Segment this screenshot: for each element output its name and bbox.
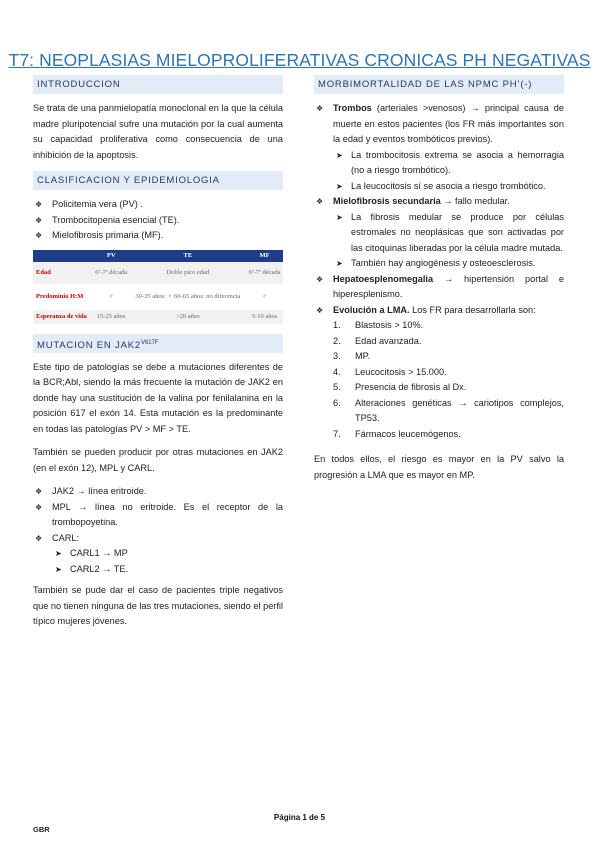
- jak2-paragraph-3: También se pude dar el caso de pacientes triple negativos que no tienen ninguna de las tres mutaciones, siendo el perfil típico mujeres jóvenes.: [33, 585, 283, 626]
- list-item: ➤ CARL1 → MP: [52, 546, 283, 562]
- page-number: Página 1 de 5: [273, 813, 326, 822]
- classification-list: [33, 197, 283, 244]
- section-heading-clasificacion: CLASIFICACION Y EPIDEMIOLOGIA: [33, 171, 283, 190]
- page-title: T7: NEOPLASIAS MIELOPROLIFERATIVAS CRONICAS PH NEGATIVAS: [8, 50, 591, 70]
- diamond-bullet-icon: ❖: [316, 305, 324, 315]
- diamond-bullet-icon: ❖: [316, 104, 324, 113]
- diamond-bullet-icon: ❖: [35, 215, 43, 225]
- trombos-sublist: [333, 148, 564, 195]
- jak2-paragraph-2: También se pueden producir por otras mutaciones en JAK2 (en el exón 12), MPL y CARL.: [33, 447, 283, 473]
- mutation-list: [33, 484, 283, 577]
- list-item: 2. Edad avanzada.: [333, 335, 422, 346]
- list-item: ➤ CARL2 → TE.: [52, 562, 283, 578]
- list-item-lma: ❖ Evolución a LMA. Los FR para desarrollarla son: 1. Blastosis > 10%. 2. Edad avanzada. 3. MP. 4. Leucocitosis > 15.000. 5. Presencia de fibrosis al Dx. 6. Alteraciones genéticas → cariotipos complejos, TP53. 7. Fármacos leucemógenos.: [314, 303, 564, 443]
- section-heading-jak2: MUTACION EN $JAK2^{V617F}$: [33, 334, 283, 353]
- diamond-bullet-icon: ❖: [316, 274, 324, 284]
- list-item: ❖ Policitemia vera (PV) .: [33, 197, 283, 213]
- morbidity-list: [314, 101, 564, 442]
- list-item: ❖ Trombocitopenia esencial (TE).: [33, 213, 283, 229]
- arrowhead-bullet-icon: ➤: [336, 150, 343, 160]
- list-item: ➤ La fibrosis medular se produce por células estromales no neoplásicas que son activadas por las citoquinas liberadas por la célula madre mutada.: [336, 211, 564, 253]
- arrowhead-bullet-icon: ➤: [55, 564, 62, 574]
- jak2-paragraph-1: Este tipo de patologías se debe a mutaciones diferentes de la BCR;Abl, siendo la más frecuente la mutación de JAK2 en donde hay una sustitución de la valina por fenilalanina en la posición 617 el exón 14. Esta mutación es la predominante en todas las patologías PV > MF > TE.: [33, 361, 283, 434]
- diamond-bullet-icon: ❖: [35, 502, 43, 512]
- list-item-mielofibrosis: ❖ Mielofibrosis secundaria → fallo medular. ➤ La fibrosis medular se produce por células estromales no neoplásicas que son activadas por las citoquinas liberadas por la célula madre mutada. ➤ También hay angiogénesis y osteoesclerosis.: [314, 194, 564, 272]
- section-heading-introduccion: INTRODUCCION: [33, 75, 283, 94]
- table-row: Predominio H:M ♂ 30-35 años: ♀ 60-65 años: no diferencia ♂: [33, 284, 283, 310]
- arrowhead-bullet-icon: ➤: [336, 181, 343, 191]
- list-item: 4. Leucocitosis > 15.000.: [333, 366, 447, 377]
- left-column: [33, 75, 283, 638]
- list-item: ➤ La leucocitosis sí se asocia a riesgo trombótico.: [333, 179, 564, 195]
- right-column: [314, 75, 564, 491]
- list-item: ➤ La trombocitosis extrema se asocia a hemorragia (no a riesgo trombótico).: [336, 149, 564, 175]
- section-heading-morbimortalidad: MORBIMORTALIDAD DE LAS NPMC PH’(-): [314, 75, 564, 94]
- list-item: ❖ CARL: ➤ CARL1 → MP ➤ CARL2 → TE.: [33, 531, 283, 578]
- list-item: 6. Alteraciones genéticas → cariotipos complejos, TP53.: [333, 397, 564, 423]
- list-item: 1. Blastosis > 10%.: [333, 320, 424, 330]
- diamond-bullet-icon: ❖: [35, 487, 43, 496]
- diamond-bullet-icon: ❖: [316, 197, 324, 206]
- table-row: Esperanza de vida 15-25 años >20 años 5-10 años: [33, 310, 283, 324]
- closing-paragraph: En todos ellos, el riesgo es mayor en la PV salvo la progresión a LMA que es mayor en MP.: [314, 454, 564, 480]
- epidemiology-table: [33, 250, 283, 324]
- diamond-bullet-icon: ❖: [35, 533, 43, 543]
- list-item: ➤ También hay angiogénesis y osteoesclerosis.: [333, 256, 564, 272]
- list-item: ❖ Mielofibrosis primaria (MF).: [33, 228, 283, 244]
- list-item-hepatoesplenomegalia: ❖ Hepatoesplenomegalia → hipertensión portal e hiperesplenismo.: [316, 273, 564, 299]
- list-item: ❖ MPL → línea no eritroide. Es el receptor de la trombopoyetina.: [35, 501, 283, 527]
- mielofibrosis-sublist: [333, 210, 564, 272]
- diamond-bullet-icon: ❖: [35, 231, 43, 240]
- table-row: Edad 6ª-7ª década Doble pico edad 6ª-7ª década: [33, 262, 283, 284]
- arrowhead-bullet-icon: ➤: [336, 212, 343, 222]
- carl-sublist: [52, 546, 283, 577]
- intro-paragraph: Se trata de una panmielopatía monoclonal en la que la célula madre pluripotencial sufre una mutación por la cual aumenta su capacidad proliferativa como consecuencia de una inhibición de la apoptosis.: [33, 103, 283, 160]
- author-initials: GBR: [33, 825, 50, 834]
- arrowhead-bullet-icon: ➤: [336, 259, 343, 268]
- list-item: 7. Fármacos leucemógenos.: [333, 428, 461, 439]
- list-item-trombos: ❖ Trombos (arteriales >venosos) → principal causa de muerte en estos pacientes (los FR más importantes son la edad y eventos trombóticos previos). ➤ La trombocitosis extrema se asocia a hemorragia (no a riesgo trombótico). ➤ La leucocitosis sí se asocia a riesgo trombótico.: [314, 101, 564, 194]
- table-header-row: PV TE MF: [33, 250, 283, 262]
- arrowhead-bullet-icon: ➤: [55, 549, 62, 558]
- list-item: ❖ JAK2 → línea eritroide.: [33, 484, 283, 500]
- list-item: 5. Presencia de fibrosis al Dx.: [333, 382, 467, 392]
- list-item: 3. MP.: [333, 351, 371, 361]
- risk-factor-list: [333, 318, 564, 442]
- diamond-bullet-icon: ❖: [35, 200, 43, 209]
